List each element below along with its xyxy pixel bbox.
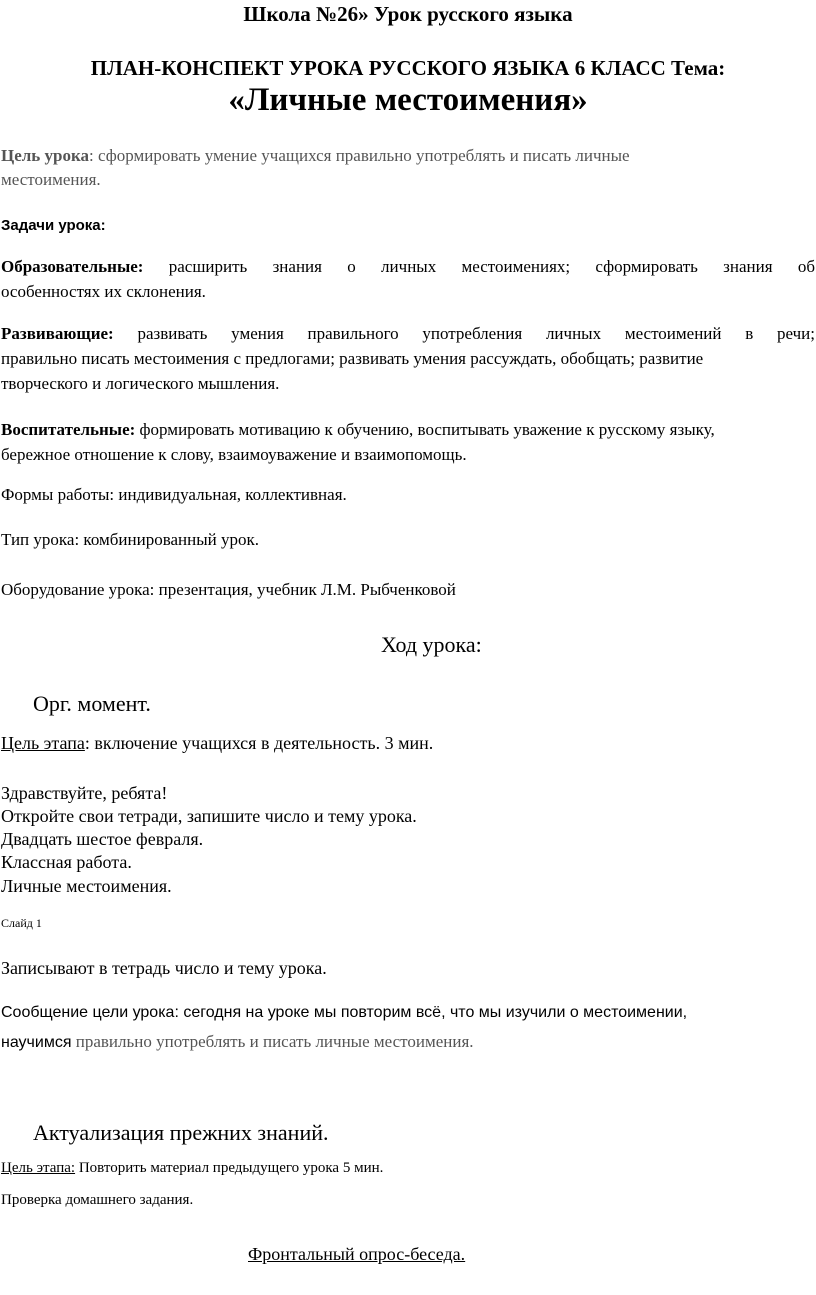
stage-org-moment-title: Орг. момент. xyxy=(33,691,151,716)
lesson-goal-message-part1: научимся xyxy=(1,1034,72,1051)
instruction-line: Откройте свои тетради, запишите число и тему урока. xyxy=(1,806,417,826)
task-upbringing-text: формировать мотивацию к обучению, воспитывать уважение к русскому языку, xyxy=(135,420,715,439)
task-upbringing xyxy=(1,420,816,440)
stage-org-goal-text: : включение учащихся в деятельность. 3 мин. xyxy=(84,733,434,753)
slide-reference: Слайд 1 xyxy=(1,916,42,930)
topic-line: Личные местоимения. xyxy=(1,876,172,896)
task-educational-text: расширить знания о личных местоимениях; сформировать знания об xyxy=(143,257,815,276)
lesson-topic-title: «Личные местоимения» xyxy=(228,82,588,118)
lesson-goal-message-part2: правильно употреблять и писать личные местоимения. xyxy=(71,1032,474,1051)
task-developing-label: Развивающие: xyxy=(1,324,114,343)
lesson-goal-text-cont: местоимения. xyxy=(1,170,101,189)
stage-knowledge-goal xyxy=(1,1160,816,1177)
work-forms: Формы работы: индивидуальная, коллективная. xyxy=(1,485,347,504)
task-upbringing-label: Воспитательные: xyxy=(1,420,136,439)
task-educational xyxy=(1,257,816,277)
lesson-equipment: Оборудование урока: презентация, учебник Л.М. Рыбченковой xyxy=(1,580,456,599)
frontal-survey-heading: Фронтальный опрос-беседа. xyxy=(248,1244,466,1264)
task-developing-text: развивать умения правильного употребления личных местоимений в речи; xyxy=(113,324,815,343)
lesson-course-heading: Ход урока: xyxy=(381,632,482,657)
lesson-goal-label: Цель урока xyxy=(1,146,90,165)
students-action: Записывают в тетрадь число и тему урока. xyxy=(1,958,327,978)
stage-knowledge-goal-label: Цель этапа: xyxy=(1,1160,76,1176)
stage-org-goal xyxy=(1,733,816,754)
stage-knowledge-goal-text: Повторить материал предыдущего урока 5 мин. xyxy=(75,1160,384,1176)
plan-title: ПЛАН-КОНСПЕКТ УРОКА РУССКОГО ЯЗЫКА 6 КЛАСС Тема: xyxy=(90,56,726,80)
task-educational-label: Образовательные: xyxy=(1,257,144,276)
classwork-line: Классная работа. xyxy=(1,852,132,872)
homework-check: Проверка домашнего задания. xyxy=(1,1192,194,1208)
stage-org-goal-label: Цель этапа xyxy=(1,733,85,753)
lesson-goal-message: Сообщение цели урока: сегодня на уроке мы повторим всё, что мы изучили о местоимении, xyxy=(1,1004,688,1021)
greeting-line: Здравствуйте, ребята! xyxy=(1,783,168,803)
task-developing-cont2: творческого и логического мышления. xyxy=(1,374,280,393)
lesson-goal-text: : сформировать умение учащихся правильно употреблять и писать личные xyxy=(89,146,630,165)
stage-knowledge-title: Актуализация прежних знаний. xyxy=(33,1120,329,1145)
task-developing xyxy=(1,324,816,344)
lesson-goal-message-cont xyxy=(1,1032,816,1052)
school-header: Школа №26» Урок русского языка xyxy=(243,2,573,26)
tasks-heading: Задачи урока: xyxy=(1,217,106,234)
lesson-type: Тип урока: комбинированный урок. xyxy=(1,530,260,549)
task-educational-cont: особенностях их склонения. xyxy=(1,282,206,301)
task-upbringing-cont: бережное отношение к слову, взаимоуважение и взаимопомощь. xyxy=(1,445,467,464)
task-developing-cont: правильно писать местоимения с предлогами; развивать умения рассуждать, обобщать; развитие xyxy=(1,349,704,368)
date-line: Двадцать шестое февраля. xyxy=(1,829,204,849)
lesson-goal xyxy=(1,146,816,166)
